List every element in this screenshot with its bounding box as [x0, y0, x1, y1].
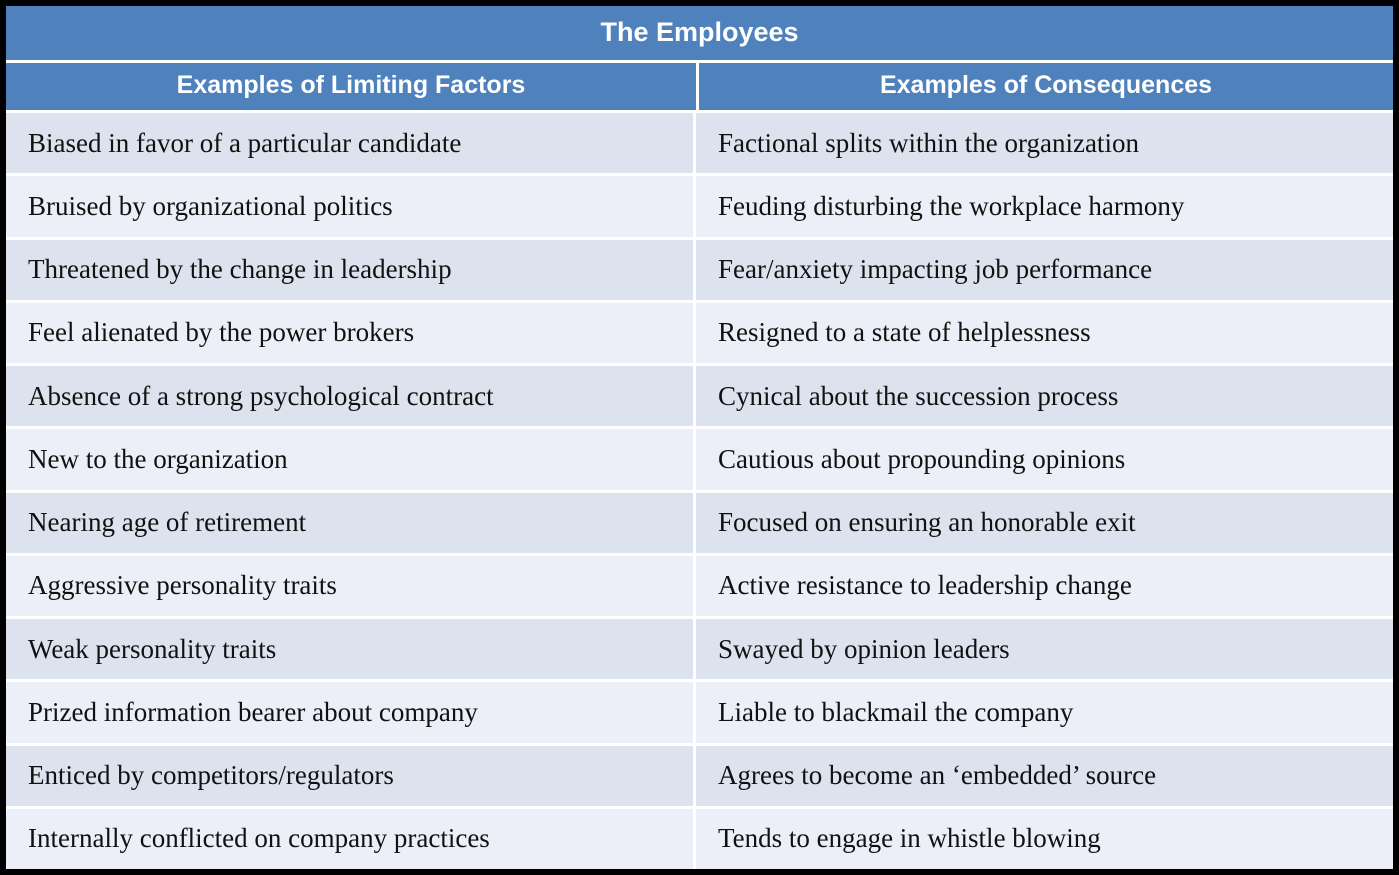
cell-consequence: Resigned to a state of helplessness: [718, 317, 1091, 348]
cell-consequence: Cynical about the succession process: [718, 380, 1119, 411]
cell-limiting-factor: Enticed by competitors/regulators: [6, 746, 696, 806]
column-header-limiting-factors: Examples of Limiting Factors: [6, 63, 699, 110]
table-row: [6, 303, 1393, 363]
cell-consequence: Active resistance to leadership change: [718, 570, 1132, 601]
cell-consequence: Factional splits within the organization: [718, 127, 1139, 158]
table-row: [6, 113, 1393, 173]
cell-limiting-factor: Weak personality traits: [6, 619, 696, 679]
table-row: [6, 366, 1393, 426]
table-row: [6, 809, 1393, 869]
table-body: [6, 113, 1393, 869]
column-header-consequences: Examples of Consequences: [879, 71, 1213, 99]
table-row: [6, 176, 1393, 236]
cell-limiting-factor: Nearing age of retirement: [6, 493, 696, 553]
cell-limiting-factor: Prized information bearer about company: [6, 682, 696, 742]
cell-limiting-factor: Internally conflicted on company practices: [6, 809, 696, 869]
table-row: [6, 556, 1393, 616]
cell-limiting-factor: Aggressive personality traits: [6, 556, 696, 616]
table-row: [6, 493, 1393, 553]
cell-limiting-factor: Threatened by the change in leadership: [6, 240, 696, 300]
table-row: [6, 619, 1393, 679]
table-row: [6, 682, 1393, 742]
cell-limiting-factor: Bruised by organizational politics: [6, 176, 696, 236]
cell-consequence: Liable to blackmail the company: [718, 696, 1074, 727]
cell-consequence: Focused on ensuring an honorable exit: [718, 507, 1136, 538]
cell-limiting-factor: Absence of a strong psychological contract: [6, 366, 696, 426]
cell-consequence: Agrees to become an ‘embedded’ source: [718, 760, 1157, 791]
cell-consequence: Fear/anxiety impacting job performance: [718, 254, 1153, 285]
cell-limiting-factor: Feel alienated by the power brokers: [6, 303, 696, 363]
cell-consequence: Swayed by opinion leaders: [718, 633, 1010, 664]
cell-consequence: Cautious about propounding opinions: [718, 443, 1126, 474]
cell-consequence: Tends to engage in whistle blowing: [718, 823, 1101, 854]
table-header-row: [6, 63, 1393, 113]
table-row: [6, 240, 1393, 300]
cell-limiting-factor: Biased in favor of a particular candidate: [6, 113, 696, 173]
cell-consequence: Feuding disturbing the workplace harmony: [718, 190, 1185, 221]
cell-limiting-factor: New to the organization: [6, 429, 696, 489]
table-row: [6, 429, 1393, 489]
table-title: The Employees: [6, 6, 1393, 63]
table-row: [6, 746, 1393, 806]
